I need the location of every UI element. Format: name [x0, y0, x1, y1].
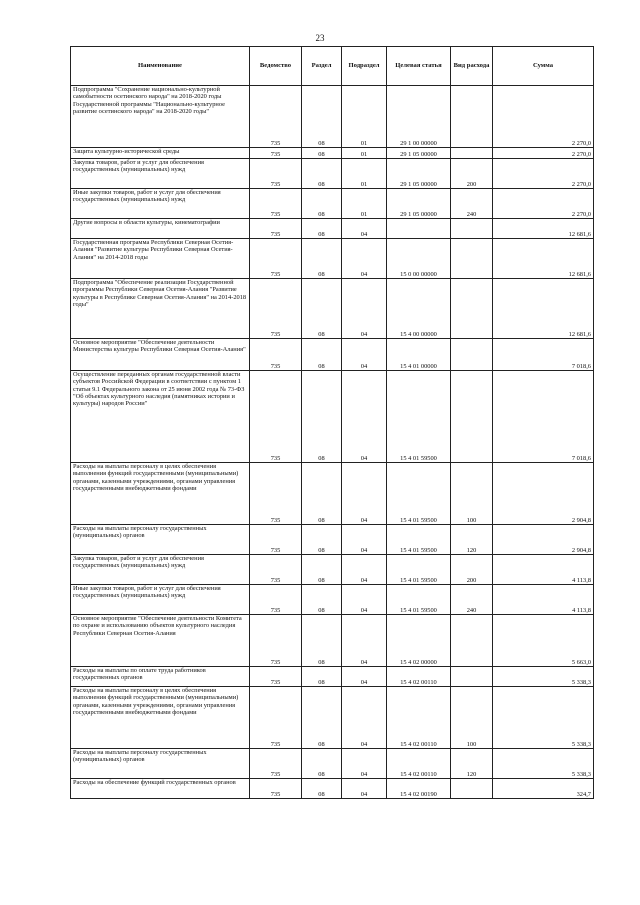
cell-name: Расходы на выплаты персоналу государственных (муниципальных) органов: [71, 749, 250, 779]
cell-expense-type: [451, 239, 493, 279]
cell-subsection: 04: [342, 463, 387, 525]
cell-amount: 2 270,0: [493, 148, 594, 159]
cell-department: 735: [250, 687, 302, 749]
header-target-article: Целевая статья: [387, 47, 451, 86]
cell-name: Закупка товаров, работ и услуг для обеспечения государственных (муниципальных) нужд: [71, 159, 250, 189]
cell-expense-type: 200: [451, 555, 493, 585]
cell-subsection: 04: [342, 279, 387, 339]
cell-department: 735: [250, 525, 302, 555]
cell-section: 08: [302, 555, 342, 585]
cell-target-article: 15 4 01 59500: [387, 371, 451, 463]
cell-amount: 5 338,3: [493, 749, 594, 779]
cell-expense-type: [451, 667, 493, 687]
cell-target-article: 29 1 05 00000: [387, 148, 451, 159]
cell-amount: 5 338,3: [493, 667, 594, 687]
table-row: [71, 339, 594, 371]
cell-expense-type: 120: [451, 749, 493, 779]
cell-department: 735: [250, 615, 302, 667]
cell-expense-type: [451, 279, 493, 339]
cell-subsection: 04: [342, 239, 387, 279]
cell-target-article: 15 4 01 00000: [387, 339, 451, 371]
cell-expense-type: 240: [451, 189, 493, 219]
cell-amount: 12 681,6: [493, 279, 594, 339]
cell-section: 08: [302, 687, 342, 749]
table-row: [71, 86, 594, 148]
cell-subsection: 04: [342, 779, 387, 799]
header-amount: Сумма: [493, 47, 594, 86]
cell-subsection: 04: [342, 667, 387, 687]
cell-amount: 5 338,3: [493, 687, 594, 749]
cell-department: 735: [250, 667, 302, 687]
cell-subsection: 01: [342, 159, 387, 189]
cell-department: 735: [250, 463, 302, 525]
cell-subsection: 04: [342, 615, 387, 667]
cell-amount: 5 663,0: [493, 615, 594, 667]
cell-amount: 324,7: [493, 779, 594, 799]
cell-department: 735: [250, 371, 302, 463]
cell-expense-type: [451, 148, 493, 159]
table-row: [71, 219, 594, 239]
cell-section: 08: [302, 339, 342, 371]
cell-name: Расходы на обеспечение функций государственных органов: [71, 779, 250, 799]
cell-subsection: 04: [342, 749, 387, 779]
table-body: [71, 86, 594, 799]
page-number: 23: [315, 33, 325, 43]
cell-expense-type: 100: [451, 463, 493, 525]
cell-amount: 4 113,8: [493, 585, 594, 615]
cell-subsection: 04: [342, 371, 387, 463]
cell-name: Основное мероприятие "Обеспечение деятельности Министерства культуры Республики Северная Осетия-Алания": [71, 339, 250, 371]
cell-department: 735: [250, 239, 302, 279]
cell-department: 735: [250, 749, 302, 779]
table-row: [71, 615, 594, 667]
cell-department: 735: [250, 779, 302, 799]
cell-subsection: 04: [342, 687, 387, 749]
cell-subsection: 01: [342, 86, 387, 148]
cell-target-article: 15 4 00 00000: [387, 279, 451, 339]
cell-target-article: 15 4 01 59500: [387, 463, 451, 525]
table-row: [71, 189, 594, 219]
cell-amount: 2 270,0: [493, 159, 594, 189]
table-row: [71, 687, 594, 749]
table-row: [71, 525, 594, 555]
cell-amount: 2 904,8: [493, 525, 594, 555]
cell-amount: 4 113,8: [493, 555, 594, 585]
cell-subsection: 01: [342, 189, 387, 219]
cell-section: 08: [302, 615, 342, 667]
cell-expense-type: [451, 371, 493, 463]
cell-department: 735: [250, 148, 302, 159]
header-section: Раздел: [302, 47, 342, 86]
cell-amount: 12 681,6: [493, 219, 594, 239]
table-row: [71, 667, 594, 687]
cell-department: 735: [250, 585, 302, 615]
cell-target-article: 15 4 01 59500: [387, 555, 451, 585]
cell-name: Расходы на выплаты по оплате труда работников государственных органов: [71, 667, 250, 687]
cell-section: 08: [302, 219, 342, 239]
table-row: [71, 279, 594, 339]
cell-expense-type: [451, 339, 493, 371]
cell-target-article: 15 4 01 59500: [387, 525, 451, 555]
table-row: [71, 159, 594, 189]
cell-name: Иные закупки товаров, работ и услуг для обеспечения государственных (муниципальных) нужд: [71, 585, 250, 615]
header-department: Ведомство: [250, 47, 302, 86]
cell-department: 735: [250, 189, 302, 219]
cell-section: 08: [302, 371, 342, 463]
cell-section: 08: [302, 585, 342, 615]
table-row: [71, 148, 594, 159]
cell-expense-type: 200: [451, 159, 493, 189]
table-row: [71, 749, 594, 779]
cell-section: 08: [302, 189, 342, 219]
cell-amount: 2 270,0: [493, 86, 594, 148]
cell-amount: 2 270,0: [493, 189, 594, 219]
cell-name: Подпрограмма "Сохранение национально-культурной самобытности осетинского народа" на 2018-2020 годы Государственной программы "Национально-культурное развитие осетинского народа" на 2018-2020 годы": [71, 86, 250, 148]
cell-section: 08: [302, 239, 342, 279]
cell-expense-type: [451, 86, 493, 148]
cell-target-article: 15 4 02 00110: [387, 687, 451, 749]
cell-subsection: 04: [342, 219, 387, 239]
table-row: [71, 239, 594, 279]
cell-name: Защита культурно-исторической среды: [71, 148, 250, 159]
cell-target-article: 15 4 02 00110: [387, 667, 451, 687]
cell-department: 735: [250, 219, 302, 239]
budget-table: [70, 46, 594, 799]
cell-name: Расходы на выплаты персоналу государственных (муниципальных) органов: [71, 525, 250, 555]
cell-expense-type: 240: [451, 585, 493, 615]
cell-name: Подпрограмма "Обеспечение реализации Государственной программы Республики Северная Осетия-Алания "Развитие культуры в Республике Северная Осетия-Алания" на 2014-2018 годы": [71, 279, 250, 339]
cell-section: 08: [302, 525, 342, 555]
cell-target-article: [387, 219, 451, 239]
cell-name: Закупка товаров, работ и услуг для обеспечения государственных (муниципальных) нужд: [71, 555, 250, 585]
cell-expense-type: [451, 779, 493, 799]
table-row: [71, 555, 594, 585]
cell-target-article: 15 4 02 00110: [387, 749, 451, 779]
cell-name: Государственная программа Республики Северная Осетия-Алания "Развитие культуры Республики Северная Осетия-Алания" на 2014-2018 годы: [71, 239, 250, 279]
cell-subsection: 04: [342, 525, 387, 555]
cell-expense-type: 120: [451, 525, 493, 555]
cell-name: Расходы на выплаты персоналу в целях обеспечения выполнения функций государственными (муниципальными) органами, казенными учреждениями, органами управления государственными внебюджетными фондами: [71, 687, 250, 749]
cell-target-article: 15 4 02 00190: [387, 779, 451, 799]
cell-name: Другие вопросы в области культуры, кинематографии: [71, 219, 250, 239]
table-row: [71, 463, 594, 525]
cell-department: 735: [250, 86, 302, 148]
cell-section: 08: [302, 463, 342, 525]
cell-section: 08: [302, 779, 342, 799]
cell-name: Основное мероприятие "Обеспечение деятельности Комитета по охране и использованию объектов культурного наследия Республики Северная Осетия-Алания: [71, 615, 250, 667]
cell-section: 08: [302, 148, 342, 159]
cell-target-article: 29 1 00 00000: [387, 86, 451, 148]
cell-target-article: 15 4 01 59500: [387, 585, 451, 615]
cell-amount: 12 681,6: [493, 239, 594, 279]
cell-subsection: 01: [342, 148, 387, 159]
table-row: [71, 779, 594, 799]
cell-section: 08: [302, 279, 342, 339]
cell-department: 735: [250, 339, 302, 371]
cell-section: 08: [302, 159, 342, 189]
cell-subsection: 04: [342, 555, 387, 585]
cell-target-article: 15 0 00 00000: [387, 239, 451, 279]
header-expense-type: Вид расхода: [451, 47, 493, 86]
cell-department: 735: [250, 279, 302, 339]
cell-target-article: 15 4 02 00000: [387, 615, 451, 667]
cell-amount: 7 018,6: [493, 339, 594, 371]
cell-subsection: 04: [342, 339, 387, 371]
cell-expense-type: [451, 219, 493, 239]
cell-department: 735: [250, 159, 302, 189]
cell-expense-type: [451, 615, 493, 667]
cell-department: 735: [250, 555, 302, 585]
cell-subsection: 04: [342, 585, 387, 615]
cell-target-article: 29 1 05 00000: [387, 189, 451, 219]
cell-expense-type: 100: [451, 687, 493, 749]
table-row: [71, 585, 594, 615]
cell-name: Иные закупки товаров, работ и услуг для обеспечения государственных (муниципальных) нужд: [71, 189, 250, 219]
table-header-row: [71, 47, 594, 86]
cell-section: 08: [302, 86, 342, 148]
cell-section: 08: [302, 749, 342, 779]
cell-name: Расходы на выплаты персоналу в целях обеспечения выполнения функций государственными (муниципальными) органами, казенными учреждениями, органами управления государственными внебюджетными фондами: [71, 463, 250, 525]
cell-amount: 2 904,8: [493, 463, 594, 525]
table-row: [71, 371, 594, 463]
cell-section: 08: [302, 667, 342, 687]
header-name: Наименование: [71, 47, 250, 86]
cell-target-article: 29 1 05 00000: [387, 159, 451, 189]
cell-name: Осуществление переданных органам государственной власти субъектов Российской Федерации в соответствии с пунктом 1 статьи 9.1 Федерального закона от 25 июня 2002 года № 73-ФЗ "Об объектах культурного наследия (памятниках истории и культуры) народов России": [71, 371, 250, 463]
header-subsection: Подраздел: [342, 47, 387, 86]
cell-amount: 7 018,6: [493, 371, 594, 463]
